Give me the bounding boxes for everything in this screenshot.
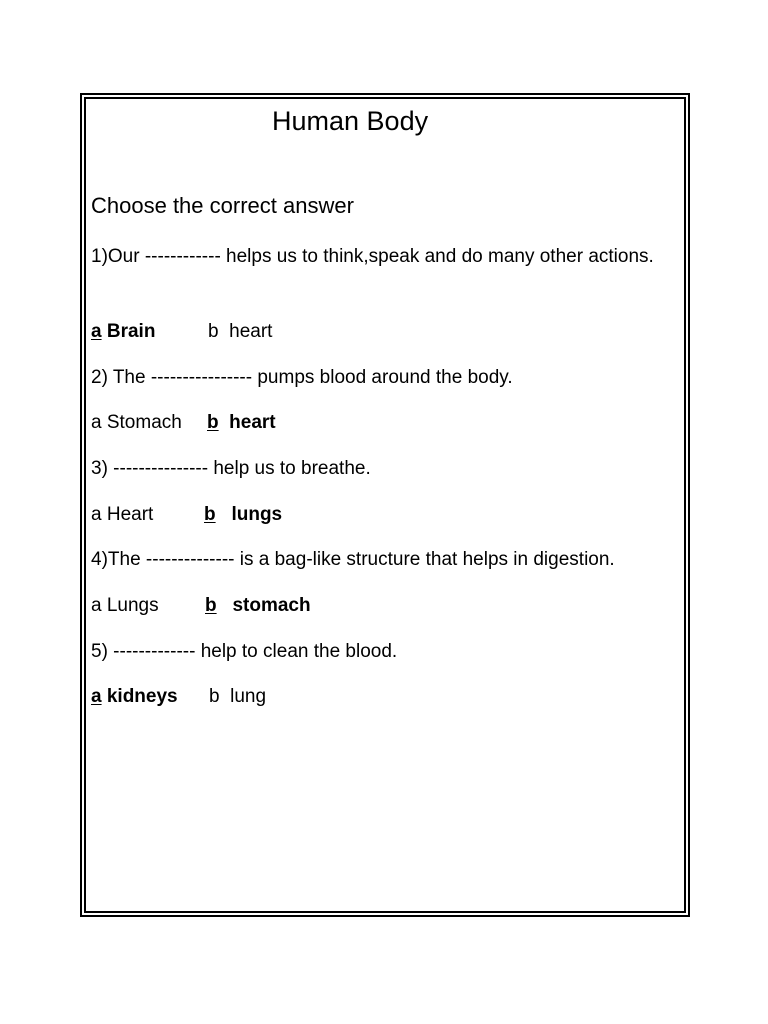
question-5-option-b-text: lung: [230, 686, 267, 707]
instruction-heading: Choose the correct answer: [91, 193, 354, 218]
question-1-option-b: [208, 318, 272, 346]
question-5-option-b: [209, 683, 266, 711]
question-1-option-b-letter: b: [208, 321, 219, 342]
question-4-option-a-letter: a: [91, 595, 102, 616]
question-2-option-a-text: Stomach: [106, 412, 182, 433]
question-5-option-b-letter: b: [209, 686, 220, 707]
question-2-option-b-letter: b: [207, 412, 219, 433]
question-5-text: 5) ------------- help to clean the blood.: [91, 641, 398, 662]
question-1-option-a-text: Brain: [106, 321, 156, 342]
question-3-option-a-letter: a: [91, 504, 102, 525]
question-1-option-a-letter: a: [91, 321, 102, 342]
question-4-option-b-letter: b: [205, 595, 217, 616]
question-3-option-a: [91, 501, 153, 529]
page-title: Human Body: [272, 106, 429, 136]
question-3-option-b: [204, 501, 282, 529]
question-3-option-a-text: Heart: [106, 504, 154, 525]
question-3-option-b-letter: b: [204, 504, 216, 525]
question-2-option-b: [207, 409, 276, 437]
question-5-option-a-letter: a: [91, 686, 102, 707]
question-1-option-b-text: heart: [229, 321, 273, 342]
question-2-text: 2) The ---------------- pumps blood around the body.: [91, 367, 513, 388]
question-4-text: 4)The -------------- is a bag-like structure that helps in digestion.: [91, 549, 615, 570]
question-5-option-a: [91, 683, 178, 711]
question-2-option-a-letter: a: [91, 412, 102, 433]
question-1-text: 1)Our ------------ helps us to think,speak and do many other actions.: [91, 246, 654, 267]
question-3-option-b-text: lungs: [231, 504, 283, 525]
question-2-option-a: [91, 409, 182, 437]
question-1-option-a: [91, 318, 155, 346]
question-5-option-a-text: kidneys: [106, 686, 178, 707]
question-2-option-b-text: heart: [229, 412, 276, 433]
question-4-option-b-text: stomach: [232, 595, 311, 616]
question-4-option-b: [205, 592, 311, 620]
question-4-option-a: [91, 592, 159, 620]
question-4-option-a-text: Lungs: [106, 595, 159, 616]
question-3-text: 3) --------------- help us to breathe.: [91, 458, 371, 479]
